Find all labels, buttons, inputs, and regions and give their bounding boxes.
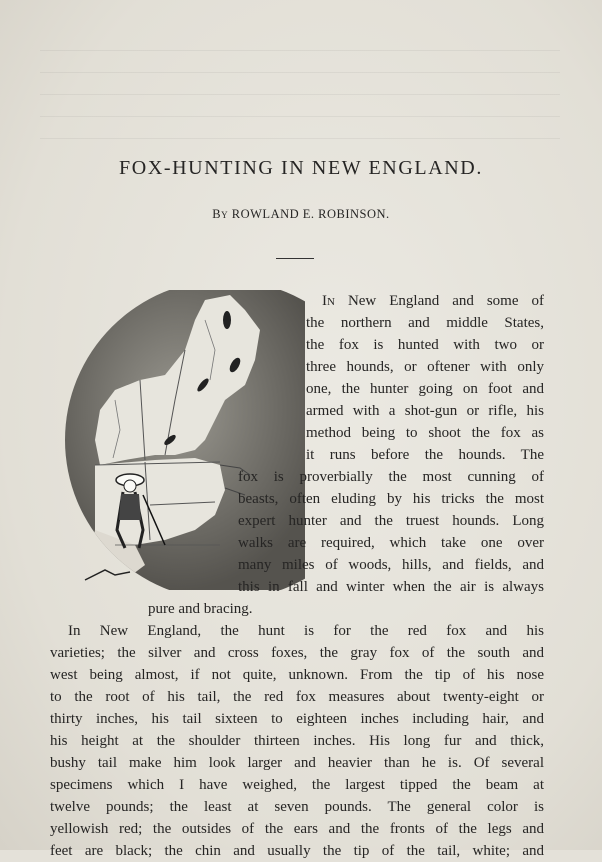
body-text: yellowish red; the outsides of the ears and the fronts of the legs and	[50, 821, 544, 837]
body-text-line	[50, 840, 544, 862]
body-text: varieties; the silver and cross foxes, the gray fox of the south and	[50, 645, 544, 661]
body-text: twelve pounds; the least at seven pounds. The general color is	[50, 799, 544, 815]
body-text: New England and some of	[347, 293, 544, 309]
body-text-line	[238, 466, 544, 488]
body-text-line	[238, 554, 544, 576]
body-text-line	[306, 312, 544, 334]
body-text-line	[306, 378, 544, 400]
body-text: method being to shoot the fox as	[306, 425, 544, 441]
body-text: In New England, the hunt is for the red fox and his	[68, 623, 544, 639]
body-text-line	[50, 686, 544, 708]
body-text-line	[238, 532, 544, 554]
body-text-line	[238, 488, 544, 510]
body-text-line	[306, 444, 544, 466]
body-text-line	[238, 510, 544, 532]
body-text: the northern and middle States,	[306, 315, 544, 331]
body-text: three hounds, or oftener with only	[306, 359, 544, 375]
body-text-line	[238, 576, 544, 598]
body-text: expert hunter and the truest hounds. Long	[238, 513, 544, 529]
body-text: this in fall and winter when the air is always	[238, 579, 544, 595]
body-text: one, the hunter going on foot and	[306, 381, 544, 397]
body-text: west being almost, if not quite, unknown. From the tip of his nose	[50, 667, 544, 683]
body-text-line	[50, 774, 544, 796]
body-text: armed with a shot-gun or rifle, his	[306, 403, 544, 419]
body-text: bushy tail make him look larger and heavier than he is. Of several	[50, 755, 544, 771]
byline-author: ROWLAND E. ROBINSON.	[231, 207, 390, 221]
body-text-line	[306, 334, 544, 356]
body-text-line	[306, 356, 544, 378]
paragraph-lead-word: In	[322, 293, 335, 309]
body-text: thirty inches, his tail sixteen to eighteen inches including hair, and	[50, 711, 544, 727]
body-text-line	[50, 708, 544, 730]
body-text-line	[50, 642, 544, 664]
byline-prefix: By	[212, 207, 229, 221]
body-text: beasts, often eluding by his tricks the most	[238, 491, 544, 507]
body-text: pure and bracing.	[148, 601, 253, 617]
body-text-line	[50, 664, 544, 686]
body-text-line	[50, 818, 544, 840]
body-text-line	[322, 290, 544, 312]
body-text-line	[306, 422, 544, 444]
body-text: specimens which I have weighed, the largest tipped the beam at	[50, 777, 544, 793]
body-text-line	[50, 730, 544, 752]
body-text-line	[148, 598, 544, 620]
body-text: his height at the shoulder thirteen inches. His long fur and thick,	[50, 733, 544, 749]
body-text: to the root of his tail, the red fox measures about twenty-eight or	[50, 689, 544, 705]
body-text-line	[50, 752, 544, 774]
body-text-line	[50, 796, 544, 818]
body-text: the fox is hunted with two or	[306, 337, 544, 353]
body-text: it runs before the hounds. The	[306, 447, 544, 463]
body-text: feet are black; the chin and usually the tip of the tail, white; and	[50, 843, 544, 859]
body-text: many miles of woods, hills, and fields, and	[238, 557, 544, 573]
body-text-line	[68, 620, 544, 642]
body-text: fox is proverbially the most cunning of	[238, 469, 544, 485]
article-title: FOX-HUNTING IN NEW ENGLAND.	[119, 157, 483, 179]
body-text-line	[306, 400, 544, 422]
body-text: walks are required, which take one over	[238, 535, 544, 551]
